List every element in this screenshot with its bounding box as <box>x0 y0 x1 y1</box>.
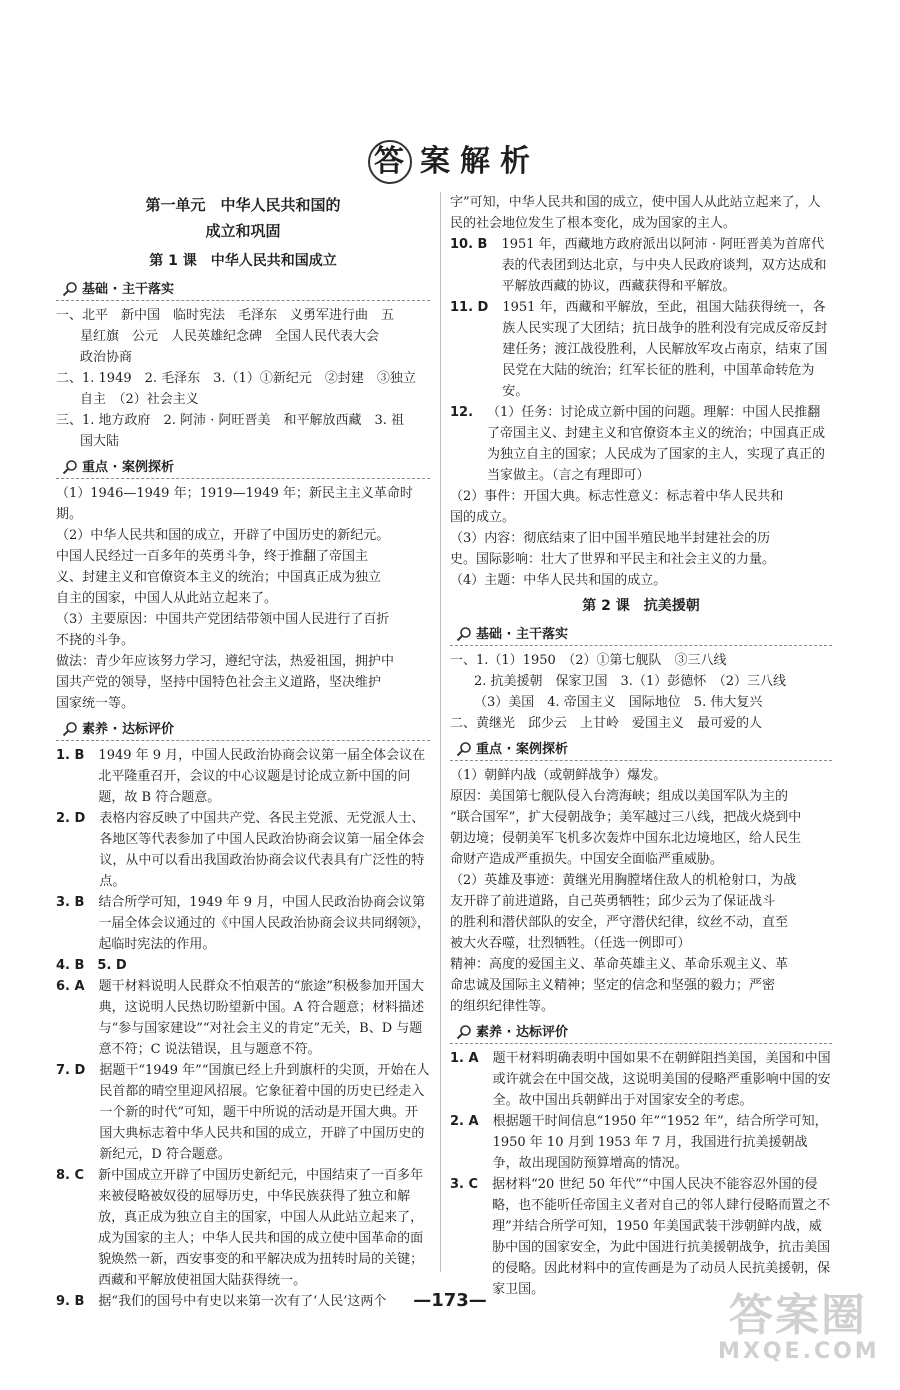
section-label: 素养 · 达标评价 <box>476 1024 568 1040</box>
magnifier-icon <box>456 741 472 757</box>
answer-item <box>56 1060 430 1165</box>
answer-item <box>56 745 430 808</box>
answer-number: 1. B <box>56 748 85 763</box>
answer-item <box>450 1048 832 1111</box>
answer-text: 1949 年 9 月，中国人民政治协商会议第一届全体会议在北平隆重召开，会议的中心议题是讨论成立新中国的问题，故 B 符合题意。 <box>98 748 426 805</box>
case-analysis-answers <box>450 765 832 1017</box>
answer-text: 1951 年，西藏地方政府派出以阿沛 · 阿旺晋美为首席代表的代表团到达北京，与中央人民政府谈判，双方达成和平解放西藏的协议，西藏获得和平解放。 <box>501 237 827 294</box>
section-header <box>450 623 832 646</box>
answer-text: 表格内容反映了中国共产党、各民主党派、无党派人士、各地区等代表参加了中国人民政治协商会议第一届全体会议，从中可以看出我国政治协商会议代表具有广泛性的特点。 <box>99 811 425 889</box>
answer-number: 6. A <box>56 979 85 994</box>
text-line: 中国人民经过一百多年的英勇斗争，终于推翻了帝国主 <box>56 549 369 564</box>
text-line: 被大火吞噬，壮烈牺牲。（任选一例即可） <box>450 936 691 951</box>
title-char: 案 <box>420 144 452 179</box>
answer-text: 据材料“20 世纪 50 年代”“中国人民决不能容忍外国的侵略，也不能听任帝国主义者对自己的邻人肆行侵略而置之不理”并结合所学可知，1950 年美国武装干涉朝鲜内战，威胁中国的国家安全，为此中国进行抗美援朝战争，抗击美国的侵略。因此材料中的宣传画是为了动员人民抗美援朝，保家卫国。 <box>492 1177 831 1297</box>
answer-item <box>450 297 832 402</box>
text-line: “联合国军”，扩大侵朝战争；美军越过三八线，把战火烧到中 <box>450 810 802 825</box>
page-title <box>0 140 900 184</box>
answer-number: 4. B 5. D <box>56 958 127 973</box>
answer-text: 结合所学可知，1949 年 9 月，中国人民政治协商会议第一届全体会议通过的《中国人民政治协商会议共同纲领》，起临时宪法的作用。 <box>98 895 430 952</box>
assessment-answers <box>450 1048 832 1300</box>
section-label: 基础 · 主干落实 <box>476 626 568 642</box>
answer-number: 1. A <box>450 1051 479 1066</box>
answer-number: 3. C <box>450 1177 479 1192</box>
text-line: 命财产造成严重损失。中国安全面临严重威胁。 <box>450 852 724 867</box>
text-line: 精神：高度的爱国主义、革命英雄主义、革命乐观主义、革 <box>450 957 789 972</box>
text-line: （1）1946—1949 年；1919—1949 年；新民主主义革命时期。 <box>56 486 413 522</box>
text-line: （2）事件：开国大典。标志性意义：标志着中华人民共和 <box>450 489 784 504</box>
text-line: 一、1.（1）1950 （2）①第七舰队 ③三八线 <box>450 653 727 668</box>
answer-text: 字”可知，中华人民共和国的成立，使中国人从此站立起来了，人民的社会地位发生了根本变化，成为国家的主人。 <box>450 195 821 231</box>
answer-number: 9. B <box>56 1294 85 1309</box>
answer-item <box>56 1165 430 1291</box>
column-divider <box>440 192 441 1272</box>
text-line: 朝边境；侵朝美军飞机多次轰炸中国东北边境地区，给人民生 <box>450 831 802 846</box>
answer-item <box>450 402 832 486</box>
page-number: —173— <box>413 1290 487 1311</box>
section-header <box>450 738 832 761</box>
magnifier-icon <box>456 626 472 642</box>
text-line: 友开辟了前进道路，自己英勇牺牲；邱少云为了保证战斗 <box>450 894 776 909</box>
answer-text: 题干材料说明人民群众不怕艰苦的“旅途”积极参加开国大典，这说明人民热切盼望新中国。A 符合题意；材料描述与“参与国家建设”“对社会主义的肯定”无关，B、D 与题意不符；C 说法错误，且与题意不符。 <box>98 979 425 1057</box>
answer-number: 2. D <box>56 811 86 826</box>
text-line: （2）英雄及事迹：黄继光用胸膛堵住敌人的机枪射口，为战 <box>450 873 797 888</box>
watermark-logo: 答案圈 MXQE.COM <box>718 1290 880 1364</box>
right-column <box>450 192 832 1300</box>
assessment-answers <box>56 745 430 1312</box>
unit-title: 第一单元 中华人民共和国的 成立和巩固 <box>145 196 341 240</box>
answer-number: 2. A <box>450 1114 479 1129</box>
answer-item <box>450 192 832 234</box>
answer-number: 12. <box>450 405 474 420</box>
title-char: 解 <box>460 144 492 179</box>
answer-text <box>141 955 430 976</box>
section-header <box>56 278 430 301</box>
text-line: 不挠的斗争。 <box>56 633 135 648</box>
text-line: 2. 抗美援朝 保家卫国 3.（1）彭德怀 （2）三八线 <box>474 674 786 689</box>
text-line: 星红旗 公元 人民英雄纪念碑 全国人民代表大会 <box>80 329 380 344</box>
answer-text: （1）任务：讨论成立新中国的问题。理解：中国人民推翻了帝国主义、封建主义和官僚资本主义的统治；中国真正成为独立自主的国家；人民成为了国家的主人，实现了真正的当家做主。（言之有理即可） <box>487 405 826 483</box>
section-label: 素养 · 达标评价 <box>82 721 174 737</box>
q12-answers <box>450 486 832 591</box>
left-column <box>56 192 430 1312</box>
answer-item <box>450 1174 832 1300</box>
text-line: 命忠诚及国际主义精神；坚定的信念和坚强的毅力；严密 <box>450 978 776 993</box>
text-line: （4）主题：中华人民共和国的成立。 <box>450 573 667 588</box>
answer-number: 3. B <box>56 895 85 910</box>
text-line: （2）中华人民共和国的成立，开辟了中国历史的新纪元。 <box>56 528 390 543</box>
text-line: 国大陆 <box>80 434 120 449</box>
answer-text: 1951 年，西藏和平解放，至此，祖国大陆获得统一，各族人民实现了大团结；抗日战争的胜利没有完成反帝反封建任务；渡江战役胜利，人民解放军攻占南京，结束了国民党在大陆的统治；红军长征的胜利，中国革命转危为安。 <box>502 300 828 399</box>
text-line: 义、封建主义和官僚资本主义的统治；中国真正成为独立 <box>56 570 382 585</box>
text-line: 的胜利和潜伏部队的安全，严守潜伏纪律，纹丝不动，直至 <box>450 915 789 930</box>
section-header <box>56 456 430 479</box>
magnifier-icon <box>62 459 78 475</box>
answer-text: 据题干“1949 年”“国旗已经上升到旗杆的尖顶，开始在人民首都的晴空里迎风招展。它象征着中国的历史已经走入一个新的时代”可知，题干中所说的活动是开国大典。开国大典标志着中华人民共和国的成立，开辟了中国历史的新纪元，D 符合题意。 <box>99 1063 430 1162</box>
answer-text: 据“我们的国号中有史以来第一次有了‘人民’这两个 <box>98 1294 387 1309</box>
text-line: 二、黄继光 邱少云 上甘岭 爱国主义 最可爱的人 <box>450 716 763 731</box>
section-header <box>56 718 430 741</box>
text-line: （1）朝鲜内战（或朝鲜战争）爆发。 <box>450 768 667 783</box>
answer-number: 7. D <box>56 1063 86 1078</box>
text-line: 史。国际影响：壮大了世界和平民主和社会主义的力量。 <box>450 552 776 567</box>
text-line: （3）内容：彻底结束了旧中国半殖民地半封建社会的历 <box>450 531 771 546</box>
answer-item <box>450 234 832 297</box>
magnifier-icon <box>62 281 78 297</box>
text-line: 一、北平 新中国 临时宪法 毛泽东 义勇军进行曲 五 <box>56 308 395 323</box>
text-line: 国家统一等。 <box>56 696 135 711</box>
text-line: 原因：美国第七舰队侵入台湾海峡；组成以美国军队为主的 <box>450 789 789 804</box>
basics-answers <box>450 650 832 734</box>
answer-text: 题干材料明确表明中国如果不在朝鲜阻挡美国，美国和中国或许就会在中国交战，这说明美国的侵略严重影响中国的安全。故中国出兵朝鲜出于对国家安全的考虑。 <box>492 1051 831 1108</box>
title-char: 析 <box>500 144 532 179</box>
text-line: （3）美国 4. 帝国主义 国际地位 5. 伟大复兴 <box>474 695 763 710</box>
basics-answers <box>56 305 430 452</box>
section-label: 重点 · 案例探析 <box>82 459 174 475</box>
magnifier-icon <box>456 1024 472 1040</box>
answer-item <box>56 808 430 892</box>
text-line: 自主的国家，中国人从此站立起来了。 <box>56 591 278 606</box>
text-line: （3）主要原因：中国共产党团结带领中国人民进行了百折 <box>56 612 390 627</box>
answer-item <box>56 955 430 976</box>
magnifier-icon <box>62 721 78 737</box>
answer-number: 10. B <box>450 237 488 252</box>
text-line: 国的成立。 <box>450 510 516 525</box>
answer-number: 11. D <box>450 300 489 315</box>
case-analysis-answers <box>56 483 430 714</box>
section-header <box>450 1021 832 1044</box>
text-line: 二、1. 1949 2. 毛泽东 3.（1）①新纪元 ②封建 ③独立 <box>56 371 416 386</box>
text-line: 三、1. 地方政府 2. 阿沛 · 阿旺晋美 和平解放西藏 3. 祖 <box>56 413 405 428</box>
text-line: 的组织纪律性等。 <box>450 999 555 1014</box>
answer-item <box>56 976 430 1060</box>
lesson-title: 第 2 课 抗美援朝 <box>582 598 700 614</box>
lesson-title: 第 1 课 中华人民共和国成立 <box>149 253 337 269</box>
section-label: 重点 · 案例探析 <box>476 741 568 757</box>
answer-item <box>56 892 430 955</box>
answer-number: 8. C <box>56 1168 85 1183</box>
text-line: 做法：青少年应该努力学习，遵纪守法，热爱祖国，拥护中 <box>56 654 395 669</box>
answer-item <box>450 1111 832 1174</box>
text-line: 政治协商 <box>80 350 133 365</box>
answer-text: 新中国成立开辟了中国历史新纪元，中国结束了一百多年来被侵略被奴役的屈辱历史，中华民族获得了独立和解放，真正成为独立自主的国家，中国人从此站立起来了，成为国家的主人；中华人民共和国的成立使中国革命的面貌焕然一新，西安事变的和平解决成为扭转时局的关键；西藏和平解放使祖国大陆获得统一。 <box>98 1168 424 1288</box>
text-line: 自主 （2）社会主义 <box>80 392 199 407</box>
answer-text: 根据题干时间信息“1950 年”“1952 年”，结合所学可知，1950 年 10 月到 1953 年 7 月，我国进行抗美援朝战争，故出现国防预算增高的情况。 <box>492 1114 828 1171</box>
title-char: 答 <box>368 140 412 184</box>
section-label: 基础 · 主干落实 <box>82 281 174 297</box>
continued-answers <box>450 192 832 486</box>
text-line: 国共产党的领导，坚持中国特色社会主义道路，坚决维护 <box>56 675 382 690</box>
